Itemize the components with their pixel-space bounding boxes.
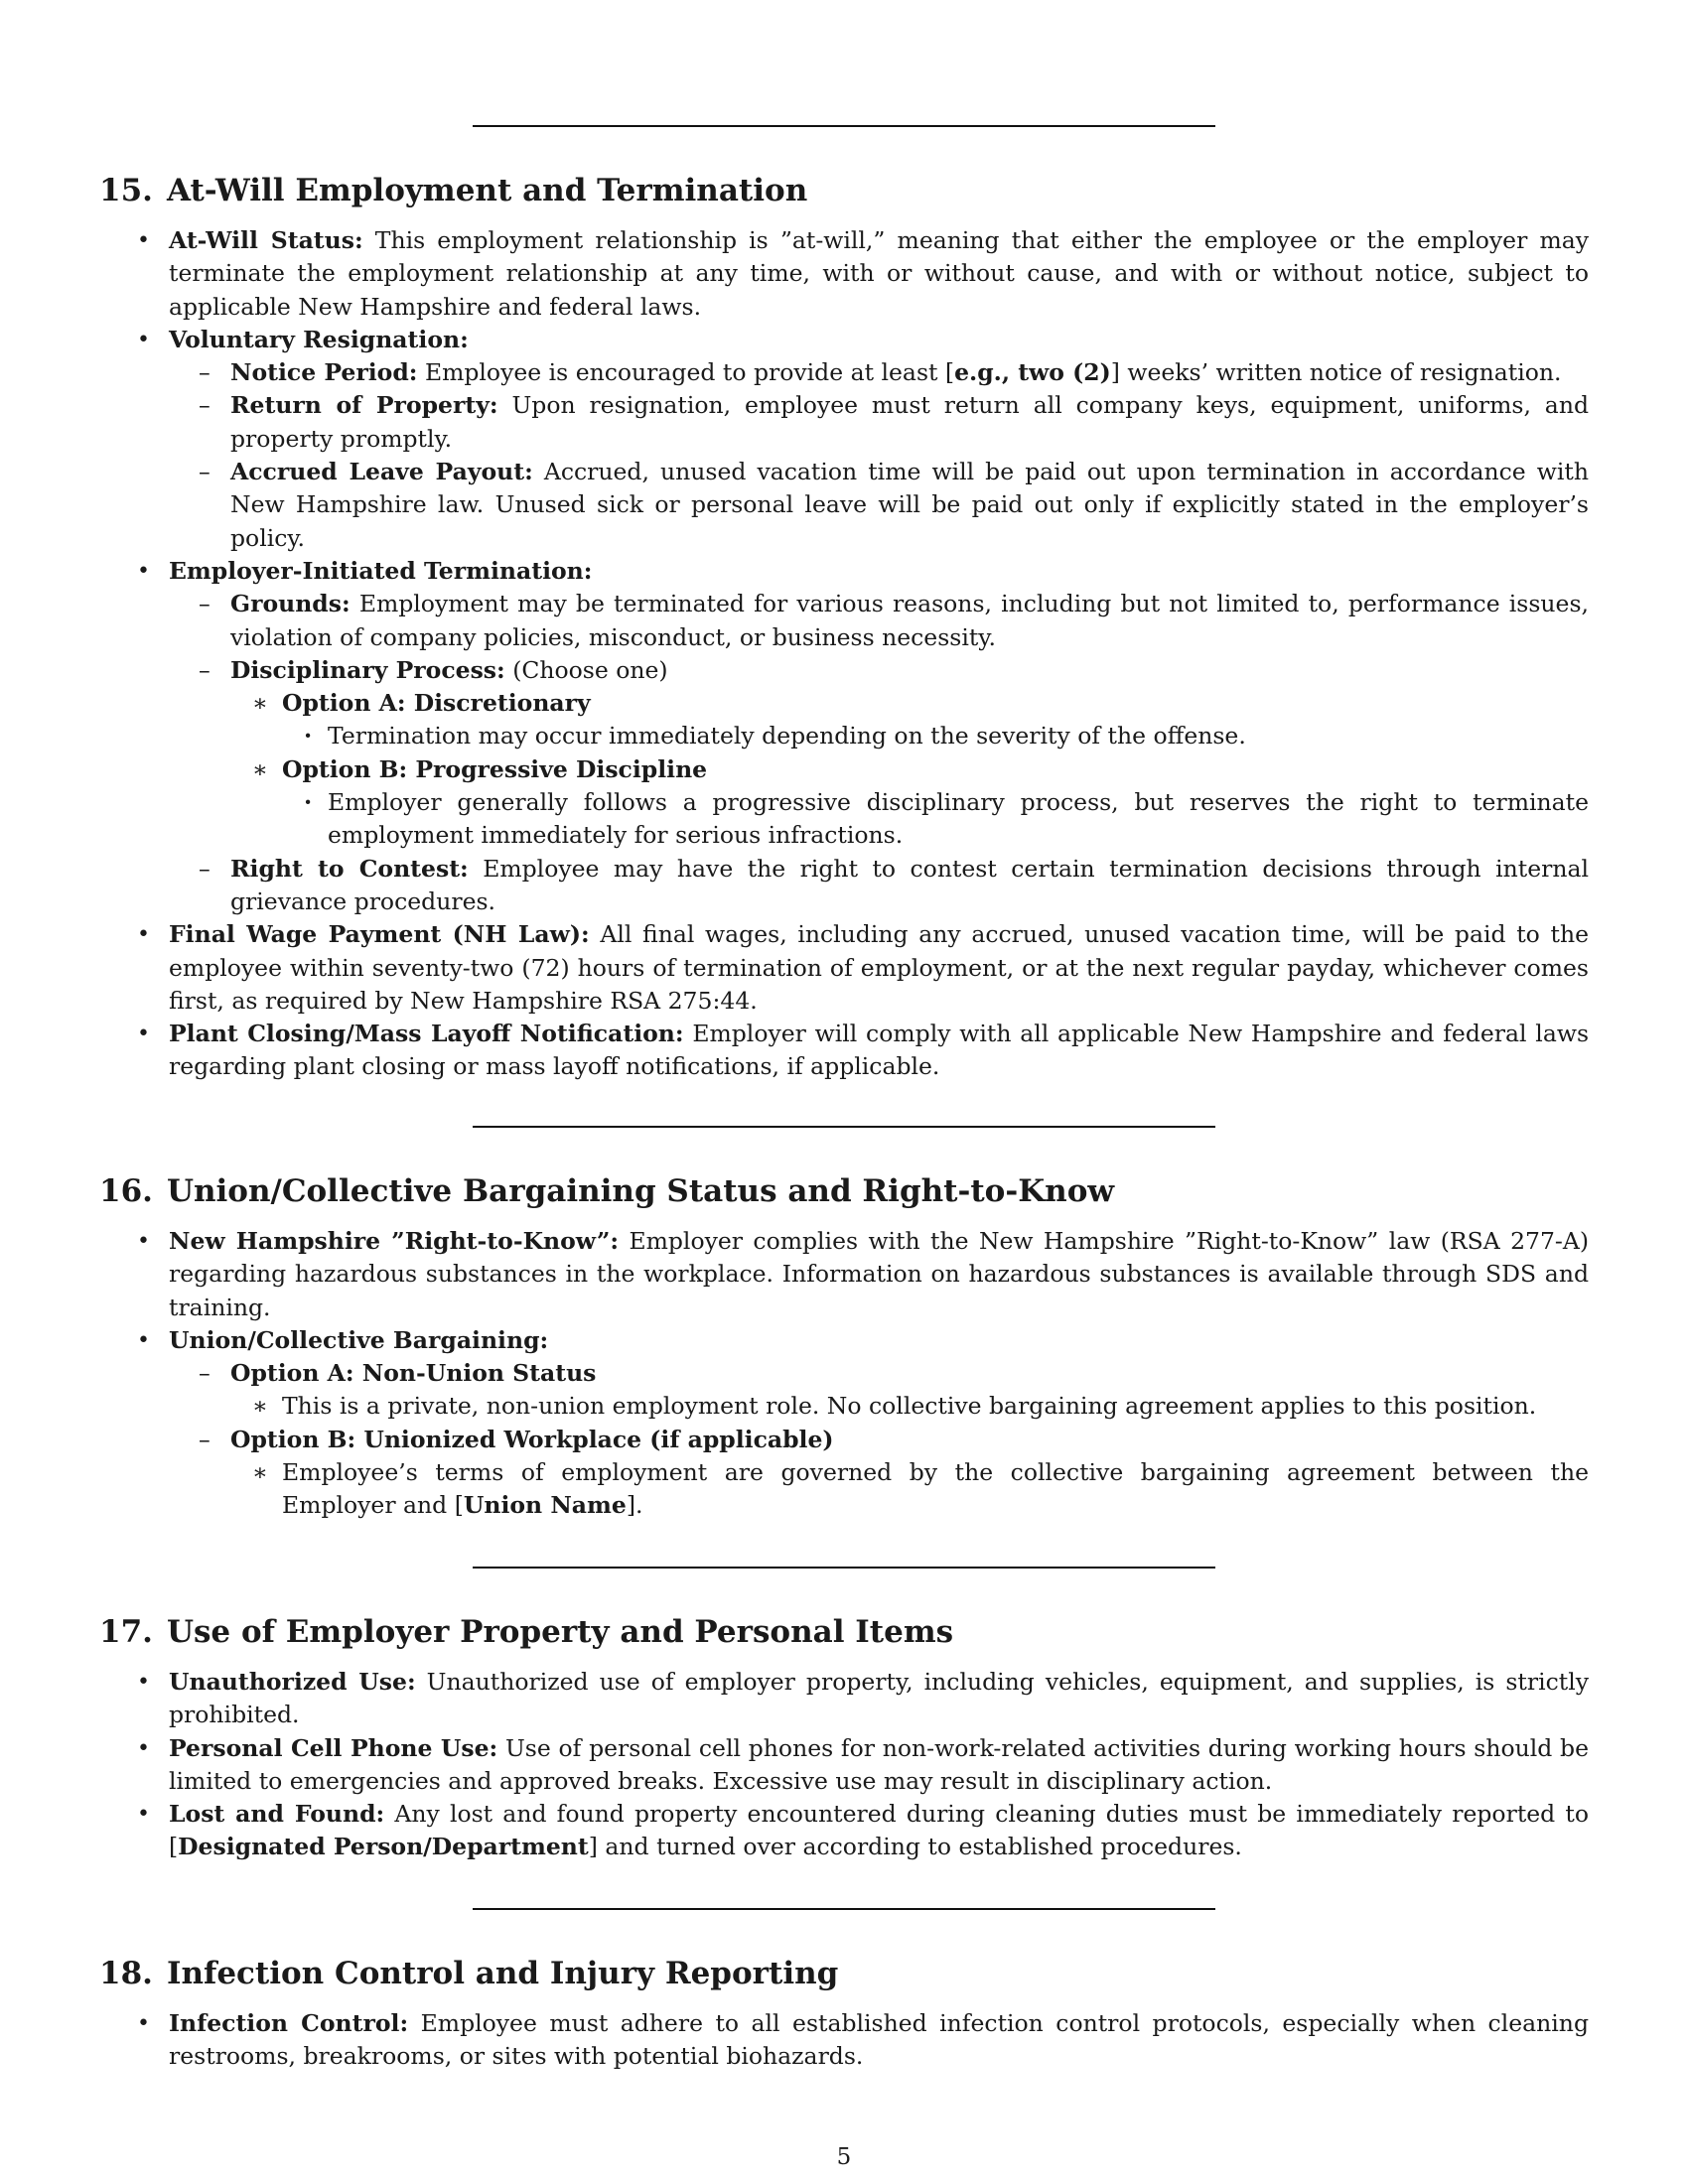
- option-detail: · Employer generally follows a progressive disciplinary process, but reserves the right to terminate employment immediately for serious infractions.: [282, 786, 1589, 853]
- list-item: • Infection Control: Employee must adhere to all established infection control protocols, especially when cleaning restrooms, breakrooms, or sites with potential biohazards.: [99, 2007, 1589, 2074]
- sub-list-item: – Disciplinary Process: (Choose one) ∗ Option A: Discretionary · Termination may occur immediately depending on the severity of the offense. ∗ Option B: Progressive Discipline · Employer generally follows a progressive disciplinary process, but reserves the right to terminate employment immediately for serious infractions.: [169, 654, 1589, 853]
- section-heading: 17. Use of Employer Property and Personal Items: [99, 1614, 954, 1650]
- section-16: [99, 1171, 1589, 1523]
- sub-list-item: – Right to Contest: Employee may have the right to contest certain termination decisions through internal grievance procedures.: [169, 853, 1589, 919]
- list-item: • Final Wage Payment (NH Law): All final wages, including any accrued, unused vacation time, will be paid to the employee within seventy-two (72) hours of termination of employment, or at the next regular payday, whichever comes first, as required by New Hampshire RSA 275:44.: [99, 918, 1589, 1018]
- list-item: • Union/Collective Bargaining: – Option A: Non-Union Status ∗ This is a private, non-union employment role. No collective bargaining agreement applies to this position. – Option B: Unionized Workplace (if applicable) ∗ Employee’s terms of employment are governed by the collective bargaining agreement between the Employer and [Union Name].: [99, 1324, 1589, 1523]
- section-17: [99, 1612, 1589, 1864]
- page-number: 5: [836, 2144, 852, 2170]
- section-heading: 16. Union/Collective Bargaining Status and Right-to-Know: [99, 1173, 1115, 1209]
- section-18: [99, 1954, 1589, 2074]
- list-item: • Lost and Found: Any lost and found property encountered during cleaning duties must be immediately reported to [Designated Person/Department] and turned over according to established procedures.: [99, 1798, 1589, 1864]
- section-15: [99, 171, 1589, 1084]
- list-item: • Unauthorized Use: Unauthorized use of employer property, including vehicles, equipment, and supplies, is strictly prohibited.: [99, 1666, 1589, 1732]
- option-item: ∗ Option B: Progressive Discipline · Employer generally follows a progressive disciplinary process, but reserves the right to terminate employment immediately for serious infractions.: [230, 753, 1589, 853]
- section-divider: [473, 125, 1215, 127]
- sub-list-item: – Notice Period: Employee is encouraged to provide at least [e.g., two (2)] weeks’ written notice of resignation.: [169, 356, 1589, 389]
- section-divider: [473, 1126, 1215, 1128]
- list-item: • Employer-Initiated Termination: – Grounds: Employment may be terminated for various reasons, including but not limited to, performance issues, violation of company policies, misconduct, or business necessity. – Disciplinary Process: (Choose one) ∗ Option A: Discretionary · Termination may occur immediately depending on the severity of the offense. ∗ Option B: Progressive Discipline · Employer generally follows a progressive disciplinary process, but reserves the right to terminate employment immediately for serious infractions. – Right to Contest: Employee may have the right to contest certain termination decisions through internal grievance procedures.: [99, 555, 1589, 918]
- list-item: • At-Will Status: This employment relationship is ”at-will,” meaning that either the employee or the employer may terminate the employment relationship at any time, with or without cause, and with or without notice, subject to applicable New Hampshire and federal laws.: [99, 224, 1589, 324]
- list-item: • Personal Cell Phone Use: Use of personal cell phones for non-work-related activities during working hours should be limited to emergencies and approved breaks. Excessive use may result in disciplinary action.: [99, 1732, 1589, 1799]
- option-detail: · Termination may occur immediately depending on the severity of the offense.: [282, 720, 1589, 752]
- sub-list-item: – Accrued Leave Payout: Accrued, unused vacation time will be paid out upon termination in accordance with New Hampshire law. Unused sick or personal leave will be paid out only if explicitly stated in the employer’s policy.: [169, 456, 1589, 555]
- list-item: • Voluntary Resignation: – Notice Period: Employee is encouraged to provide at least [e.g., two (2)] weeks’ written notice of resignation. – Return of Property: Upon resignation, employee must return all company keys, equipment, uniforms, and property promptly. – Accrued Leave Payout: Accrued, unused vacation time will be paid out upon termination in accordance with New Hampshire law. Unused sick or personal leave will be paid out only if explicitly stated in the employer’s policy.: [99, 324, 1589, 555]
- option-detail: ∗ Employee’s terms of employment are governed by the collective bargaining agreement between the Employer and [Union Name].: [230, 1456, 1589, 1523]
- sub-list-item: – Option A: Non-Union Status ∗ This is a private, non-union employment role. No collective bargaining agreement applies to this position.: [169, 1357, 1589, 1424]
- sub-list-item: – Grounds: Employment may be terminated for various reasons, including but not limited to, performance issues, violation of company policies, misconduct, or business necessity.: [169, 588, 1589, 654]
- sub-list-item: – Return of Property: Upon resignation, employee must return all company keys, equipment, uniforms, and property promptly.: [169, 389, 1589, 456]
- option-detail: ∗ This is a private, non-union employment role. No collective bargaining agreement applies to this position.: [230, 1390, 1589, 1423]
- list-item: • Plant Closing/Mass Layoff Notification: Employer will comply with all applicable New Hampshire and federal laws regarding plant closing or mass layoff notifications, if applicable.: [99, 1018, 1589, 1084]
- section-divider: [473, 1908, 1215, 1910]
- list-item: • New Hampshire ”Right-to-Know”: Employer complies with the New Hampshire ”Right-to-Know” law (RSA 277-A) regarding hazardous substances in the workplace. Information on hazardous substances is available through SDS and training.: [99, 1225, 1589, 1324]
- section-heading: 18. Infection Control and Injury Reporting: [99, 1956, 839, 1991]
- sub-list-item: – Option B: Unionized Workplace (if applicable) ∗ Employee’s terms of employment are governed by the collective bargaining agreement between the Employer and [Union Name].: [169, 1424, 1589, 1523]
- option-item: ∗ Option A: Discretionary · Termination may occur immediately depending on the severity of the offense.: [230, 687, 1589, 753]
- section-divider: [473, 1567, 1215, 1569]
- section-heading: 15. At-Will Employment and Termination: [99, 173, 808, 208]
